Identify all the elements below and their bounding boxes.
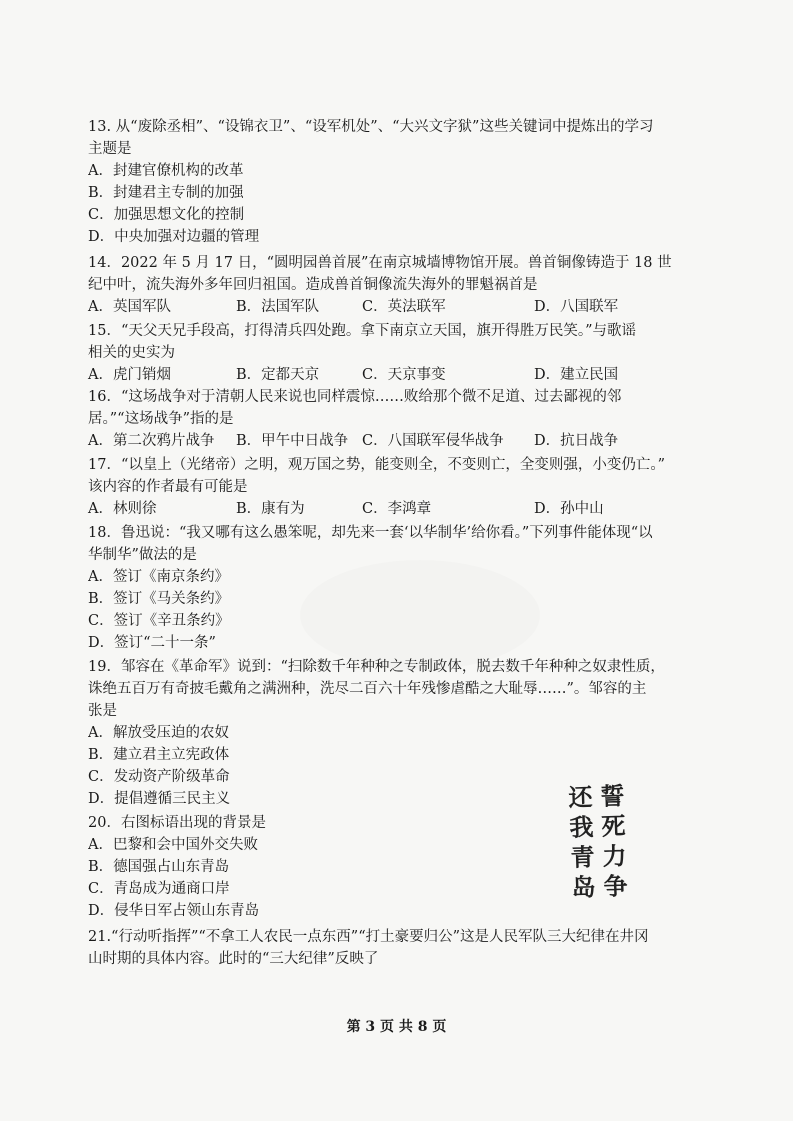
question-stem: 相关的史实为 bbox=[88, 345, 175, 361]
question-stem: 主题是 bbox=[88, 141, 132, 157]
question-stem: 纪中叶，流失海外多年回归祖国。造成兽首铜像流失海外的罪魁祸首是 bbox=[88, 277, 538, 293]
option-a: A．英国军队 bbox=[88, 299, 171, 315]
question-stem: 16．“这场战争对于清朝人民来说也同样震惊……败给那个微不足道、过去鄙视的邻 bbox=[88, 389, 622, 405]
slogan-char: 还 bbox=[567, 782, 593, 812]
option-c: C．签订《辛丑条约》 bbox=[88, 613, 230, 629]
option-b: B．封建君主专制的加强 bbox=[88, 185, 244, 201]
page-footer: 第 3 页 共 8 页 bbox=[346, 1019, 447, 1035]
option-b: B．定都天京 bbox=[236, 367, 320, 383]
question-stem: 18．鲁迅说：“我又哪有这么愚笨呢，却先来一套‘以华制华’给你看。”下列事件能体现“以 bbox=[88, 525, 653, 541]
option-b: B．法国军队 bbox=[236, 299, 320, 315]
slogan-char: 我 bbox=[568, 812, 594, 842]
question-stem: 居。”“这场战争”指的是 bbox=[88, 411, 234, 427]
question-stem: 17．“以皇上（光绪帝）之明，观万国之势，能变则全，不变则亡，全变则强，小变仍亡。” bbox=[88, 457, 666, 473]
option-a: A．虎门销烟 bbox=[88, 367, 171, 383]
option-d: D．侵华日军占领山东青岛 bbox=[88, 903, 260, 919]
question-stem: 张是 bbox=[88, 703, 117, 719]
option-d: D．提倡遵循三民主义 bbox=[88, 791, 231, 807]
option-b: B．康有为 bbox=[236, 501, 305, 517]
question-21 bbox=[88, 926, 708, 970]
option-a: A．林则徐 bbox=[88, 501, 157, 517]
option-c: C．八国联军侵华战争 bbox=[362, 433, 504, 449]
slogan-char: 死 bbox=[600, 811, 626, 841]
question-stem: 诛绝五百万有奇披毛戴角之满洲种，洗尽二百六十年残惨虐酷之大耻辱……”。邹容的主 bbox=[88, 681, 647, 697]
option-d: D．孙中山 bbox=[534, 501, 604, 517]
question-stem: 19．邹容在《革命军》说到：“扫除数千年种种之专制政体，脱去数千年种种之奴隶性质， bbox=[88, 659, 665, 675]
option-b: B．签订《马关条约》 bbox=[88, 591, 230, 607]
question-18 bbox=[88, 522, 708, 654]
option-c: C．天京事变 bbox=[362, 367, 446, 383]
option-d: D．签订“二十一条” bbox=[88, 635, 216, 651]
question-17 bbox=[88, 454, 708, 520]
question-stem: 该内容的作者最有可能是 bbox=[88, 479, 248, 495]
question-stem: 14．2022 年 5 月 17 日，“圆明园兽首展”在南京城墙博物馆开展。兽首铜像铸造于 18 世 bbox=[88, 255, 672, 271]
option-d: D．中央加强对边疆的管理 bbox=[88, 229, 260, 245]
option-b: B．建立君主立宪政体 bbox=[88, 747, 230, 763]
question-stem: 13. 从“废除丞相”、“设锦衣卫”、“设军机处”、“大兴文字狱”这些关键词中提炼出的学习 bbox=[88, 119, 654, 135]
slogan-char: 誓 bbox=[599, 781, 625, 811]
option-a: A．签订《南京条约》 bbox=[88, 569, 229, 585]
question-stem: 山时期的具体内容。此时的“三大纪律”反映了 bbox=[88, 951, 379, 967]
question-stem: 15．“天父天兄手段高，打得清兵四处跑。拿下南京立天国，旗开得胜万民笑。”与歌谣 bbox=[88, 323, 637, 339]
option-d: D．抗日战争 bbox=[534, 433, 619, 449]
slogan-char: 争 bbox=[603, 871, 629, 901]
question-stem: 华制华”做法的是 bbox=[88, 547, 197, 563]
slogan-char: 青 bbox=[570, 842, 596, 872]
option-c: C．英法联军 bbox=[362, 299, 446, 315]
option-c: C．青岛成为通商口岸 bbox=[88, 881, 230, 897]
option-c: C．加强思想文化的控制 bbox=[88, 207, 245, 223]
option-c: C．发动资产阶级革命 bbox=[88, 769, 230, 785]
option-a: A．封建官僚机构的改革 bbox=[88, 163, 244, 179]
slogan-calligraphy-image bbox=[564, 781, 632, 903]
question-stem: 20．右图标语出现的背景是 bbox=[88, 815, 266, 831]
option-d: D．八国联军 bbox=[534, 299, 619, 315]
option-d: D．建立民国 bbox=[534, 367, 619, 383]
option-a: A．解放受压迫的农奴 bbox=[88, 725, 229, 741]
question-13 bbox=[88, 116, 708, 248]
question-14 bbox=[88, 252, 708, 318]
question-15 bbox=[88, 320, 708, 386]
option-c: C．李鸿章 bbox=[362, 501, 432, 517]
slogan-char: 岛 bbox=[571, 872, 597, 902]
option-a: A．第二次鸦片战争 bbox=[88, 433, 215, 449]
question-stem: 21.“行动听指挥”“不拿工人农民一点东西”“打土豪要归公”这是人民军队三大纪律在井冈 bbox=[88, 929, 649, 945]
question-16 bbox=[88, 386, 708, 452]
option-b: B．甲午中日战争 bbox=[236, 433, 349, 449]
option-a: A．巴黎和会中国外交失败 bbox=[88, 837, 258, 853]
slogan-char: 力 bbox=[601, 841, 627, 871]
option-b: B．德国强占山东青岛 bbox=[88, 859, 230, 875]
